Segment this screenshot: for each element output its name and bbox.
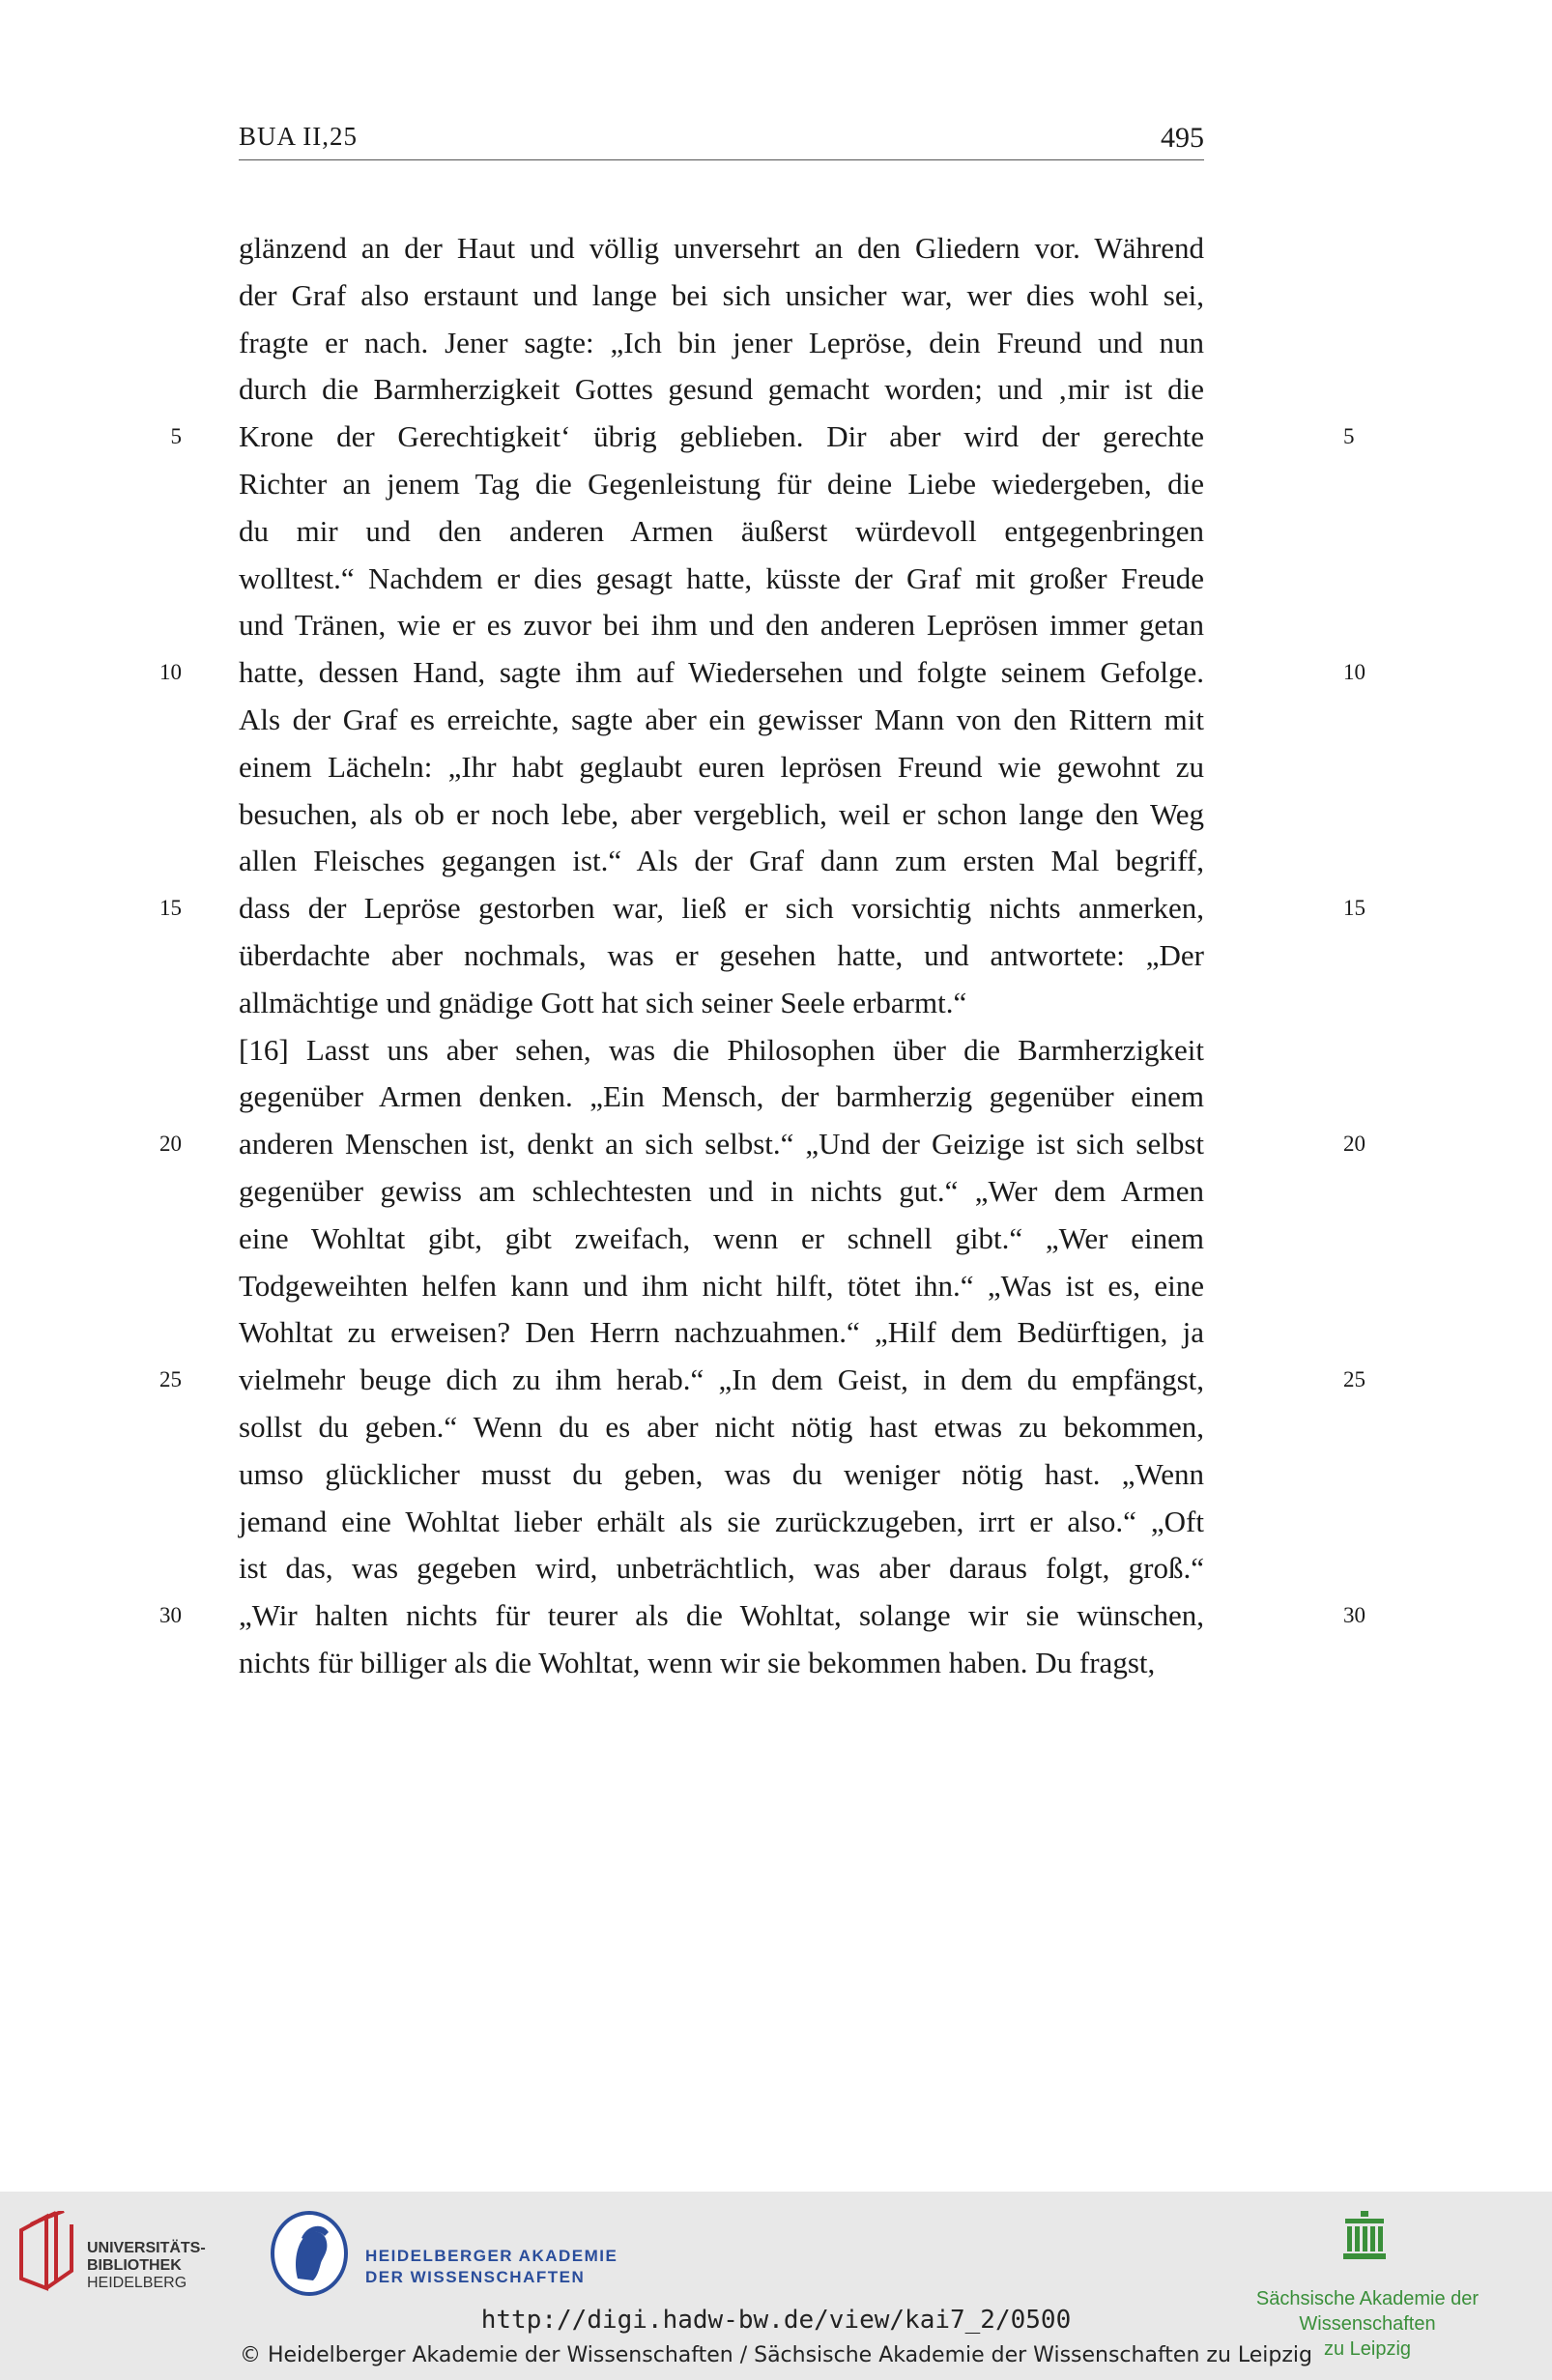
text-line: [16] Lasst uns aber sehen, was die Philosophen über die Barmherzigkeit	[239, 1032, 1204, 1067]
ub-book-icon	[17, 2211, 77, 2298]
ub-logo-line: BIBLIOTHEK	[87, 2257, 182, 2274]
text-line: Todgeweihten helfen kann und ihm nicht hilft, tötet ihn.“ „Was ist es, eine	[239, 1268, 1204, 1303]
line-number-right: 25	[1343, 1367, 1365, 1391]
text-line: Richter an jenem Tag die Gegenleistung für deine Liebe wiedergeben, die	[239, 466, 1204, 501]
saw-logo-line: zu Leipzig	[1323, 2338, 1412, 2360]
line-number-right: 15	[1343, 896, 1365, 920]
text-line: Wohltat zu erweisen? Den Herrn nachzuahmen.“ „Hilf dem Bedürftigen, ja	[239, 1315, 1204, 1350]
text-line: sollst du geben.“ Wenn du es aber nicht nötig hast etwas zu bekommen,	[239, 1409, 1204, 1444]
ub-heidelberg-logo[interactable]	[17, 2211, 211, 2317]
text-line: du mir und den anderen Armen äußerst würdevoll entgegenbringen	[239, 513, 1204, 548]
footer-bar	[0, 2192, 1552, 2380]
line-number-left: 20	[159, 1132, 182, 1156]
text-line: Als der Graf es erreichte, sagte aber ein gewisser Mann von den Rittern mit	[239, 702, 1204, 736]
text-line: besuchen, als ob er noch lebe, aber vergeblich, weil er schon lange den Weg	[239, 796, 1204, 831]
running-head-title: BUA II,25	[239, 122, 358, 151]
text-line: glänzend an der Haut und völlig unversehrt an den Gliedern vor. Während	[239, 231, 1204, 265]
text-line: hatte, dessen Hand, sagte ihm auf Wiedersehen und folgte seinem Gefolge.	[239, 655, 1204, 690]
text-line: durch die Barmherzigkeit Gottes gesund gemacht worden; und ‚mir ist die	[239, 372, 1204, 407]
text-line: eine Wohltat gibt, gibt zweifach, wenn er schnell gibt.“ „Wer einem	[239, 1220, 1204, 1255]
text-line: anderen Menschen ist, denkt an sich selbst.“ „Und der Geizige ist sich selbst	[239, 1127, 1204, 1161]
line-number-right: 30	[1343, 1603, 1365, 1627]
hadw-logo[interactable]	[269, 2209, 636, 2306]
text-line: ist das, was gegeben wird, unbeträchtlich, was aber daraus folgt, groß.“	[239, 1551, 1204, 1586]
athena-seal-icon	[269, 2209, 350, 2298]
line-number-left: 25	[159, 1367, 182, 1391]
ub-logo-line: UNIVERSITÄTS-	[87, 2240, 206, 2256]
line-number-right: 10	[1343, 660, 1365, 684]
text-line: gegenüber Armen denken. „Ein Mensch, der barmherzig gegenüber einem	[239, 1079, 1204, 1114]
text-line: wolltest.“ Nachdem er dies gesagt hatte, küsste der Graf mit großer Freude	[239, 560, 1204, 595]
text-line: überdachte aber nochmals, was er gesehen hatte, und antwortete: „Der	[239, 937, 1204, 972]
body-text	[239, 225, 1204, 1687]
ub-logo-line: HEIDELBERG	[87, 2275, 187, 2291]
text-line: dass der Lepröse gestorben war, ließ er sich vorsichtig nichts anmerken,	[239, 891, 1204, 926]
line-number-right: 5	[1343, 424, 1355, 448]
text-line: jemand eine Wohltat lieber erhält als sie zurückzugeben, irrt er also.“ „Oft	[239, 1504, 1204, 1538]
hadw-logo-line: DER WISSENSCHAFTEN	[365, 2268, 586, 2286]
text-line: allmächtige und gnädige Gott hat sich seiner Seele erbarmt.“	[239, 985, 967, 1019]
page-number: 495	[1161, 122, 1204, 154]
ub-logo-text	[87, 2240, 206, 2292]
text-line: nichts für billiger als die Wohltat, wenn wir sie bekommen haben. Du fragst,	[239, 1645, 1156, 1679]
text-line: einem Lächeln: „Ihr habt geglaubt euren leprösen Freund wie gewohnt zu	[239, 749, 1204, 784]
text-line: „Wir halten nichts für teurer als die Wohltat, solange wir sie wünschen,	[239, 1598, 1204, 1633]
text-line: gegenüber gewiss am schlechtesten und in nichts gut.“ „Wer dem Armen	[239, 1173, 1204, 1208]
text-line: der Graf also erstaunt und lange bei sich unsicher war, wer dies wohl sei,	[239, 277, 1204, 312]
running-head	[239, 116, 1204, 160]
line-number-left: 15	[159, 896, 182, 920]
permalink-url[interactable]: http://digi.hadw-bw.de/view/kai7_2/0500	[480, 2306, 1072, 2335]
text-line: und Tränen, wie er es zuvor bei ihm und den anderen Leprösen immer getan	[239, 608, 1204, 643]
text-line: umso glücklicher musst du geben, was du weniger nötig hast. „Wenn	[239, 1456, 1204, 1491]
hadw-logo-line: HEIDELBERGER AKADEMIE	[365, 2247, 618, 2265]
building-icon	[1343, 2211, 1386, 2259]
line-number-left: 5	[170, 424, 182, 448]
line-number-left: 10	[159, 660, 182, 684]
text-line: vielmehr beuge dich zu ihm herab.“ „In dem Geist, in dem du empfängst,	[239, 1362, 1204, 1397]
saw-logo-line: Sächsische Akademie der Wissenschaften	[1255, 2288, 1480, 2335]
text-line: fragte er nach. Jener sagte: „Ich bin jener Lepröse, dein Freund und nun	[239, 325, 1204, 359]
line-number-left: 30	[159, 1603, 182, 1627]
text-line: Krone der Gerechtigkeit‘ übrig geblieben. Dir aber wird der gerechte	[239, 419, 1204, 454]
copyright-notice: © Heidelberger Akademie der Wissenschaften / Sächsische Akademie der Wissenschaften zu Leipzig	[239, 2343, 1312, 2367]
hadw-logo-text	[365, 2246, 618, 2288]
text-line: allen Fleisches gegangen ist.“ Als der Graf dann zum ersten Mal begriff,	[239, 844, 1204, 878]
line-number-right: 20	[1343, 1132, 1365, 1156]
